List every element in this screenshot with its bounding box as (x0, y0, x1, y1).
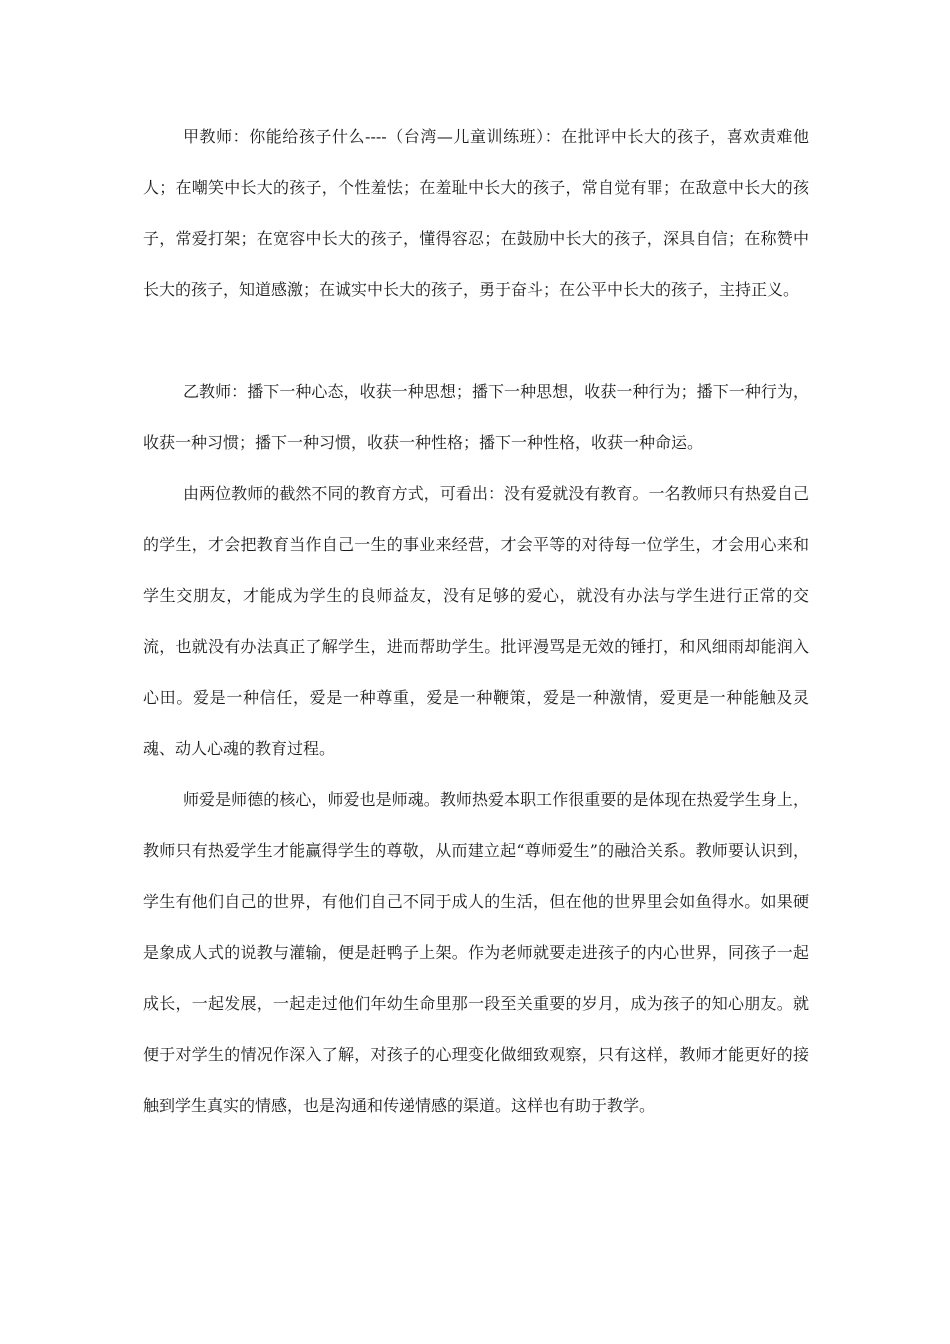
paragraph-teacher-a: 甲教师：你能给孩子什么----（台湾—儿童训练班）：在批评中长大的孩子，喜欢责难他人；在嘲笑中长大的孩子，个性羞怯；在羞耻中长大的孩子，常自觉有罪；在敌意中长大的孩子，常爱打架；在宽容中长大的孩子，懂得容忍；在鼓励中长大的孩子，深具自信；在称赞中长大的孩子，知道感激；在诚实中长大的孩子，勇于奋斗；在公平中长大的孩子，主持正义。 (143, 127, 809, 299)
paragraph-teacher-b: 乙教师：播下一种心态，收获一种思想；播下一种思想，收获一种行为；播下一种行为，收获一种习惯；播下一种习惯，收获一种性格；播下一种性格，收获一种命运。 (143, 382, 809, 452)
paragraph-love-education: 由两位教师的截然不同的教育方式，可看出：没有爱就没有教育。一名教师只有热爱自己的学生，才会把教育当作自己一生的事业来经营，才会平等的对待每一位学生，才会用心来和学生交朋友，才能成为学生的良师益友，没有足够的爱心，就没有办法与学生进行正常的交流，也就没有办法真正了解学生，进而帮助学生。批评漫骂是无效的锤打，和风细雨却能润入心田。爱是一种信任，爱是一种尊重，爱是一种鞭策，爱是一种激情，爱更是一种能触及灵魂、动人心魂的教育过程。 (143, 484, 809, 758)
paragraph-teacher-love-core: 师爱是师德的核心，师爱也是师魂。教师热爱本职工作很重要的是体现在热爱学生身上，教师只有热爱学生才能赢得学生的尊敬，从而建立起“尊师爱生”的融洽关系。教师要认识到，学生有他们自己的世界，有他们自己不同于成人的生活，但在他的世界里会如鱼得水。如果硬是象成人式的说教与灌输，便是赶鸭子上架。作为老师就要走进孩子的内心世界，同孩子一起成长，一起发展，一起走过他们年幼生命里那一段至关重要的岁月，成为孩子的知心朋友。就便于对学生的情况作深入了解，对孩子的心理变化做细致观察，只有这样，教师才能更好的接触到学生真实的情感，也是沟通和传递情感的渠道。这样也有助于教学。 (143, 790, 809, 1115)
